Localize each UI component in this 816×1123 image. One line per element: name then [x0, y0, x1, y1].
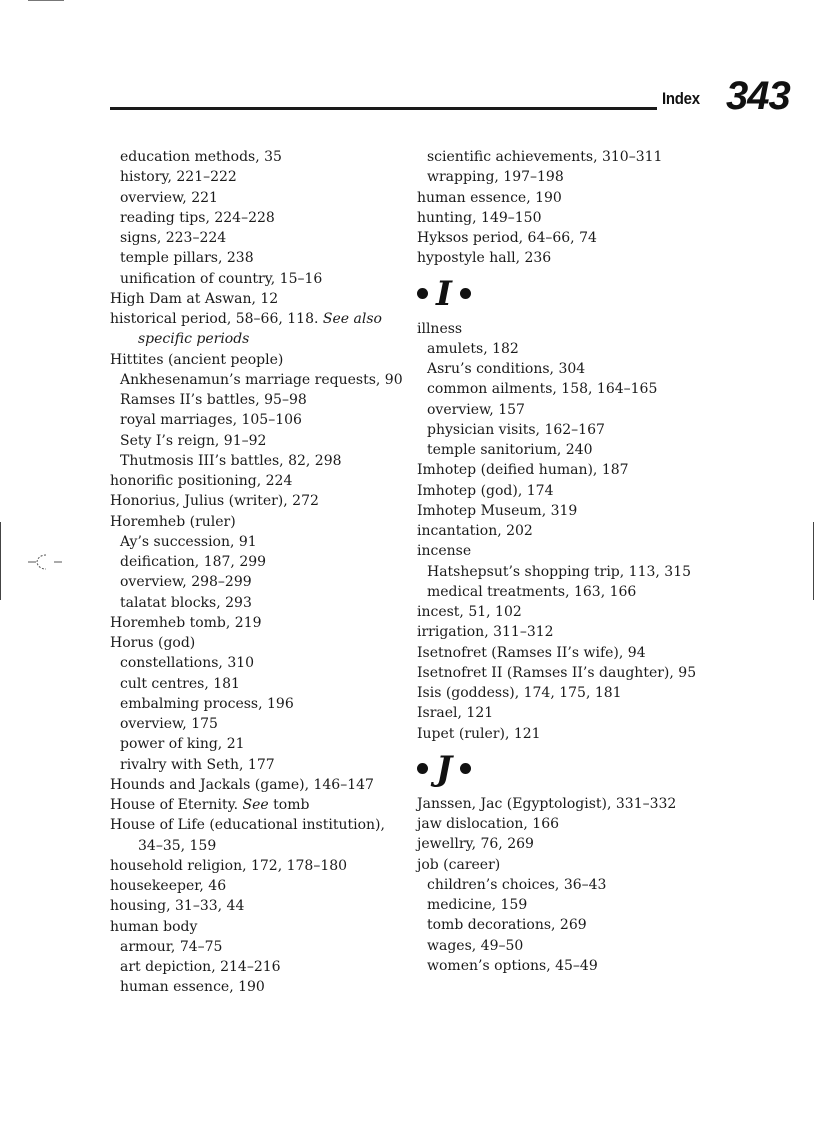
entry-text: Asru’s conditions, 304	[427, 361, 586, 377]
index-entry	[110, 775, 410, 795]
index-subentry	[417, 379, 717, 399]
index-subentry	[110, 451, 410, 471]
entry-text: Horemheb (ruler)	[110, 513, 236, 530]
entry-text: Israel, 121	[417, 705, 494, 722]
bullet-dot-icon	[417, 763, 428, 774]
page-number: 343	[726, 74, 790, 118]
index-subentry	[110, 937, 410, 957]
entry-text: Hittites (ancient people)	[110, 351, 284, 368]
index-subentry	[110, 653, 410, 673]
entry-text: 34–35, 159	[138, 837, 217, 854]
entry-text: incantation, 202	[417, 523, 533, 539]
entry-text: rivalry with Seth, 177	[120, 756, 275, 773]
entry-text: illness	[417, 320, 463, 337]
index-entry	[417, 683, 717, 703]
entry-text: signs, 223–224	[120, 230, 227, 246]
index-subentry	[110, 248, 410, 268]
entry-text: children’s choices, 36–43	[427, 876, 607, 893]
index-subentry	[417, 895, 717, 915]
index-entry	[417, 460, 717, 480]
index-entry	[110, 795, 410, 815]
index-subentry	[110, 694, 410, 714]
entry-text: history, 221–222	[120, 169, 237, 186]
entry-text: common ailments, 158, 164–165	[427, 381, 658, 398]
entry-text: jewellry, 76, 269	[417, 836, 534, 853]
entry-text: irrigation, 311–312	[417, 624, 554, 641]
index-entry	[417, 248, 717, 268]
letter-section-heading	[417, 744, 717, 794]
entry-text: High Dam at Aswan, 12	[110, 290, 279, 307]
cross-reference: specific periods	[138, 331, 250, 348]
entry-text: medical treatments, 163, 166	[427, 583, 637, 600]
index-entry	[417, 228, 717, 248]
index-column-left	[110, 147, 410, 998]
entry-text: overview, 221	[120, 189, 218, 206]
registration-mark-icon	[22, 552, 66, 572]
entry-text: women’s options, 45–49	[427, 957, 598, 974]
index-subentry	[417, 915, 717, 935]
index-entry	[110, 633, 410, 653]
entry-text: Hounds and Jackals (game), 146–147	[110, 776, 374, 793]
entry-text: reading tips, 224–228	[120, 209, 275, 226]
index-entry	[110, 876, 410, 896]
entry-text: incense	[417, 543, 472, 560]
index-subentry	[417, 359, 717, 379]
entry-text: housekeeper, 46	[110, 878, 227, 894]
index-subentry	[110, 370, 410, 390]
cross-reference: See	[242, 797, 269, 813]
entry-text: Imhotep (god), 174	[417, 482, 554, 499]
entry-text: royal marriages, 105–106	[120, 412, 302, 429]
index-subentry	[110, 714, 410, 734]
entry-text: Ay’s succession, 91	[120, 533, 257, 550]
index-subentry	[110, 390, 410, 410]
index-subentry	[110, 228, 410, 248]
entry-text: cult centres, 181	[120, 675, 240, 692]
index-entry	[417, 724, 717, 744]
entry-text: Isetnofret II (Ramses II’s daughter), 95	[417, 664, 697, 681]
entry-text: Horus (god)	[110, 635, 196, 651]
entry-text: amulets, 182	[427, 340, 519, 357]
index-subentry	[417, 440, 717, 460]
header-rule	[110, 107, 657, 110]
entry-text: Isis (goddess), 174, 175, 181	[417, 685, 622, 701]
index-subentry	[110, 957, 410, 977]
index-entry	[417, 521, 717, 541]
entry-text: overview, 157	[427, 401, 525, 418]
index-subentry	[110, 188, 410, 208]
index-entry	[110, 491, 410, 511]
entry-text: honorific positioning, 224	[110, 473, 293, 489]
index-subentry	[110, 167, 410, 187]
entry-text: temple pillars, 238	[120, 250, 254, 267]
index-entry	[110, 613, 410, 633]
index-subentry	[110, 431, 410, 451]
entry-text: Hatshepsut’s shopping trip, 113, 315	[427, 563, 692, 580]
cross-reference-target: tomb	[268, 797, 310, 813]
index-subentry	[417, 420, 717, 440]
entry-text: housing, 31–33, 44	[110, 898, 245, 915]
section-letter: J	[436, 748, 453, 789]
trim-mark-left	[0, 522, 3, 600]
index-subentry	[417, 562, 717, 582]
index-entry	[417, 541, 717, 561]
index-entry	[110, 917, 410, 937]
entry-text: hypostyle hall, 236	[417, 250, 552, 267]
entry-text: tomb decorations, 269	[427, 917, 587, 934]
index-subentry	[110, 269, 410, 289]
index-subentry	[110, 572, 410, 592]
bullet-dot-icon	[460, 288, 471, 299]
entry-text: constellations, 310	[120, 655, 255, 672]
entry-text: Imhotep Museum, 319	[417, 502, 578, 519]
index-entry	[417, 814, 717, 834]
index-subentry	[417, 582, 717, 602]
index-entry	[417, 208, 717, 228]
entry-text: Iupet (ruler), 121	[417, 725, 541, 742]
index-subentry	[110, 674, 410, 694]
index-subentry	[417, 400, 717, 420]
entry-text: Imhotep (deified human), 187	[417, 462, 629, 479]
index-subentry	[417, 936, 717, 956]
cross-reference: See also	[322, 311, 382, 327]
index-entry	[417, 622, 717, 642]
index-subentry	[110, 734, 410, 754]
entry-text: talatat blocks, 293	[120, 594, 252, 611]
entry-text: jaw dislocation, 166	[417, 816, 560, 832]
entry-text: armour, 74–75	[120, 938, 223, 955]
index-entry	[417, 188, 717, 208]
index-entry	[417, 855, 717, 875]
entry-text: Ramses II’s battles, 95–98	[120, 392, 307, 408]
entry-text: unification of country, 15–16	[120, 270, 323, 287]
entry-text: art depiction, 214–216	[120, 959, 281, 975]
index-entry	[417, 602, 717, 622]
index-entry-continuation	[110, 329, 410, 349]
index-entry	[110, 289, 410, 309]
running-head: Index	[662, 89, 700, 108]
index-entry	[110, 309, 410, 329]
index-column-right	[417, 147, 717, 976]
entry-text: Hyksos period, 64–66, 74	[417, 230, 597, 246]
entry-text: human essence, 190	[417, 189, 562, 206]
entry-text: education methods, 35	[120, 149, 282, 165]
letter-section-heading	[417, 269, 717, 319]
entry-text: job (career)	[417, 856, 501, 873]
entry-text: Honorius, Julius (writer), 272	[110, 493, 319, 510]
index-entry	[417, 319, 717, 339]
entry-text: House of Life (educational institution),	[110, 817, 385, 834]
entry-text: wrapping, 197–198	[427, 169, 564, 186]
index-subentry	[110, 208, 410, 228]
index-subentry	[110, 532, 410, 552]
index-entry	[417, 794, 717, 814]
index-subentry	[110, 410, 410, 430]
index-subentry	[110, 977, 410, 997]
index-subentry	[110, 755, 410, 775]
entry-text: deification, 187, 299	[120, 554, 267, 570]
entry-text: Isetnofret (Ramses II’s wife), 94	[417, 644, 646, 661]
index-entry	[110, 815, 410, 835]
index-subentry	[417, 875, 717, 895]
entry-text: human body	[110, 918, 198, 935]
entry-text: human essence, 190	[120, 979, 265, 996]
index-subentry	[110, 552, 410, 572]
index-entry	[417, 481, 717, 501]
entry-text: Thutmosis III’s battles, 82, 298	[120, 452, 342, 469]
entry-text: temple sanitorium, 240	[427, 442, 593, 458]
index-subentry	[417, 167, 717, 187]
index-subentry	[417, 339, 717, 359]
index-entry	[417, 643, 717, 663]
entry-text: household religion, 172, 178–180	[110, 857, 348, 874]
entry-text: incest, 51, 102	[417, 604, 522, 620]
entry-text: scientific achievements, 310–311	[427, 149, 663, 165]
index-subentry	[110, 593, 410, 613]
entry-text: Janssen, Jac (Egyptologist), 331–332	[417, 795, 677, 812]
entry-text: Ankhesenamun’s marriage requests, 90	[120, 371, 403, 388]
entry-text: medicine, 159	[427, 897, 528, 913]
entry-text: physician visits, 162–167	[427, 421, 605, 438]
index-subentry	[417, 956, 717, 976]
entry-text: House of Eternity.	[110, 797, 239, 813]
bullet-dot-icon	[417, 288, 428, 299]
crop-mark-top	[28, 0, 64, 3]
index-entry	[110, 512, 410, 532]
entry-text: overview, 175	[120, 716, 218, 732]
entry-text: wages, 49–50	[427, 937, 524, 954]
entry-text: embalming process, 196	[120, 695, 294, 712]
entry-text: overview, 298–299	[120, 574, 252, 591]
index-entry	[110, 471, 410, 491]
section-letter: I	[436, 273, 452, 314]
index-entry	[417, 663, 717, 683]
index-entry	[417, 501, 717, 521]
entry-text: historical period, 58–66, 118.	[110, 311, 319, 327]
index-entry	[417, 703, 717, 723]
index-entry-continuation	[110, 836, 410, 856]
entry-text: Horemheb tomb, 219	[110, 614, 262, 631]
index-entry	[417, 834, 717, 854]
bullet-dot-icon	[460, 763, 471, 774]
index-entry	[110, 896, 410, 916]
entry-text: power of king, 21	[120, 736, 245, 753]
index-entry	[110, 856, 410, 876]
index-subentry	[417, 147, 717, 167]
entry-text: hunting, 149–150	[417, 209, 542, 226]
index-subentry	[110, 147, 410, 167]
entry-text: Sety I’s reign, 91–92	[120, 432, 267, 449]
index-entry	[110, 350, 410, 370]
